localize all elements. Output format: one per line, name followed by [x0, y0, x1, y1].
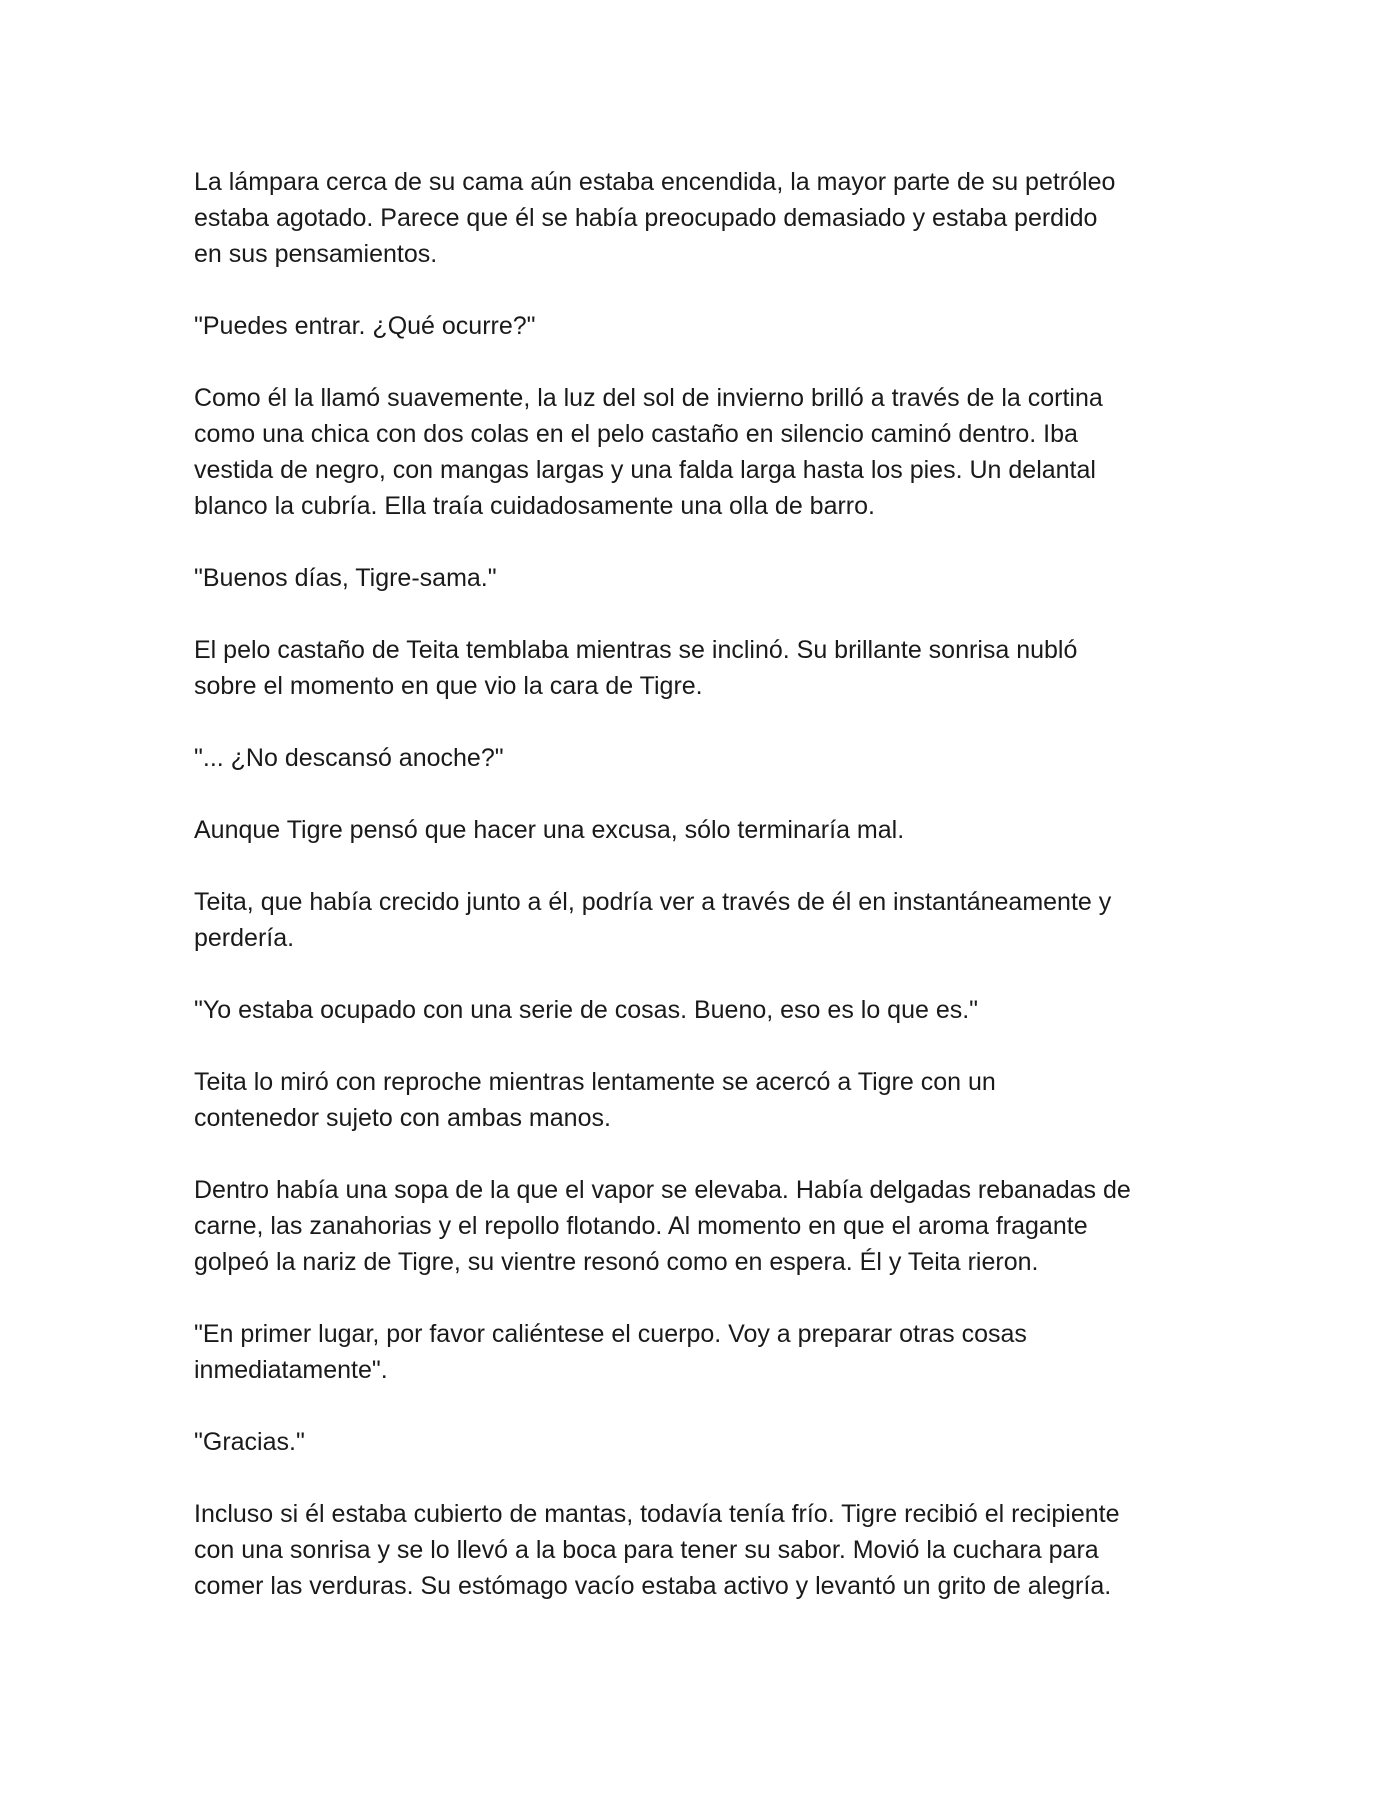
paragraph: "Yo estaba ocupado con una serie de cosas. Bueno, eso es lo que es.": [194, 996, 979, 1024]
paragraph: "Puedes entrar. ¿Qué ocurre?": [194, 312, 536, 340]
paragraph: Teita lo miró con reproche mientras lentamente se acercó a Tigre con un contenedor sujeto con ambas manos.: [194, 1068, 996, 1132]
paragraph: Incluso si él estaba cubierto de mantas, todavía tenía frío. Tigre recibió el recipiente con una sonrisa y se lo llevó a la boca para tener su sabor. Movió la cuchara para comer las verduras. Su estómago vacío estaba activo y levantó un grito de alegría.: [194, 1500, 1120, 1600]
paragraph: La lámpara cerca de su cama aún estaba encendida, la mayor parte de su petróleo estaba agotado. Parece que él se había preocupado demasiado y estaba perdido en sus pensamientos.: [194, 168, 1116, 268]
paragraph: El pelo castaño de Teita temblaba mientras se inclinó. Su brillante sonrisa nubló sobre el momento en que vio la cara de Tigre.: [194, 636, 1078, 700]
paragraph: "Buenos días, Tigre-sama.": [194, 564, 497, 592]
paragraph: "En primer lugar, por favor caliéntese el cuerpo. Voy a preparar otras cosas inmediatamente".: [194, 1320, 1027, 1384]
paragraph: Teita, que había crecido junto a él, podría ver a través de él en instantáneamente y perdería.: [194, 888, 1112, 952]
paragraph: Dentro había una sopa de la que el vapor se elevaba. Había delgadas rebanadas de carne, las zanahorias y el repollo flotando. Al momento en que el aroma fragante golpeó la nariz de Tigre, su vientre resonó como en espera. Él y Teita rieron.: [194, 1176, 1131, 1276]
paragraph: "... ¿No descansó anoche?": [194, 744, 504, 772]
paragraph: "Gracias.": [194, 1428, 305, 1456]
paragraph: Como él la llamó suavemente, la luz del sol de invierno brilló a través de la cortina como una chica con dos colas en el pelo castaño en silencio caminó dentro. Iba vestida de negro, con mangas largas y una falda larga hasta los pies. Un delantal blanco la cubría. Ella traía cuidadosamente una olla de barro.: [194, 384, 1103, 520]
document-body: [194, 164, 1214, 1640]
paragraph: Aunque Tigre pensó que hacer una excusa, sólo terminaría mal.: [194, 816, 905, 844]
